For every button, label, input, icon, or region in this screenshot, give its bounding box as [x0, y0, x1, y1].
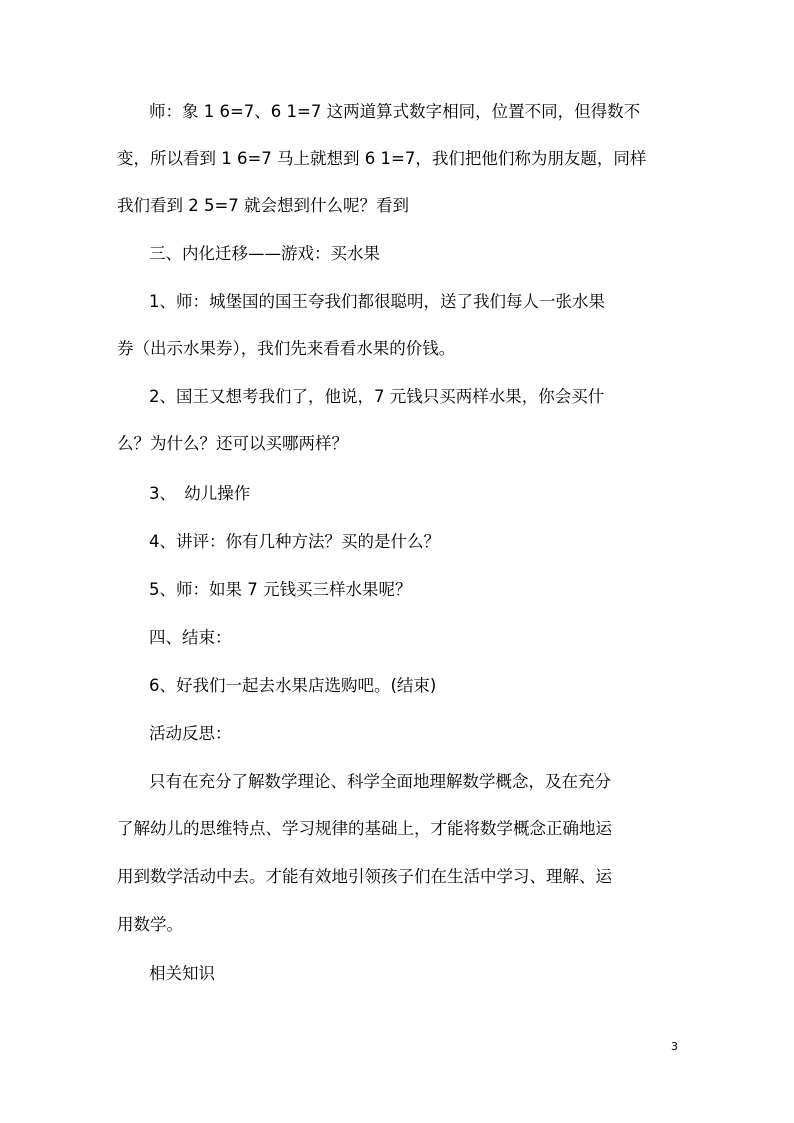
paragraph-step-2-line-1: 2、国王又想考我们了，他说，7 元钱只买两样水果，你会买什	[149, 387, 605, 406]
page-number: 3	[671, 1040, 678, 1053]
reflection-line-3: 用到数学活动中去。才能有效地引领孩子们在生活中学习、理解、运	[117, 867, 612, 886]
reflection-line-1: 只有在充分了解数学理论、科学全面地理解数学概念，及在充分	[149, 772, 611, 791]
reflection-line-4: 用数学。	[117, 915, 183, 934]
paragraph-1-line-3: 我们看到 2 5=7 就会想到什么呢？看到	[117, 196, 410, 215]
reflection-line-2: 了解幼儿的思维特点、学习规律的基础上，才能将数学概念正确地运	[117, 819, 612, 838]
paragraph-1-line-1: 师：象 1 6=7、6 1=7 这两道算式数字相同，位置不同，但得数不	[149, 102, 641, 121]
paragraph-step-3: 3、 幼儿操作	[149, 484, 251, 503]
paragraph-step-1-line-2: 券（出示水果券），我们先来看看水果的价钱。	[117, 339, 456, 358]
paragraph-step-6: 6、好我们一起去水果店选购吧。(结束)	[149, 676, 437, 695]
paragraph-1-line-2: 变，所以看到 1 6=7 马上就想到 6 1=7，我们把他们称为朋友题，同样	[117, 149, 647, 168]
paragraph-step-2-line-2: 么？为什么？还可以买哪两样？	[117, 434, 348, 453]
paragraph-step-5: 5、师：如果 7 元钱买三样水果呢？	[149, 580, 412, 599]
related-knowledge-heading: 相关知识	[149, 964, 215, 983]
reflection-heading: 活动反思：	[149, 724, 232, 743]
paragraph-step-1-line-1: 1、师：城堡国的国王夸我们都很聪明，送了我们每人一张水果	[149, 292, 605, 311]
paragraph-step-4: 4、讲评：你有几种方法？买的是什么？	[149, 532, 440, 551]
section-heading-3: 三、内化迁移——游戏：买水果	[149, 244, 380, 263]
section-heading-4: 四、结束：	[149, 628, 232, 647]
